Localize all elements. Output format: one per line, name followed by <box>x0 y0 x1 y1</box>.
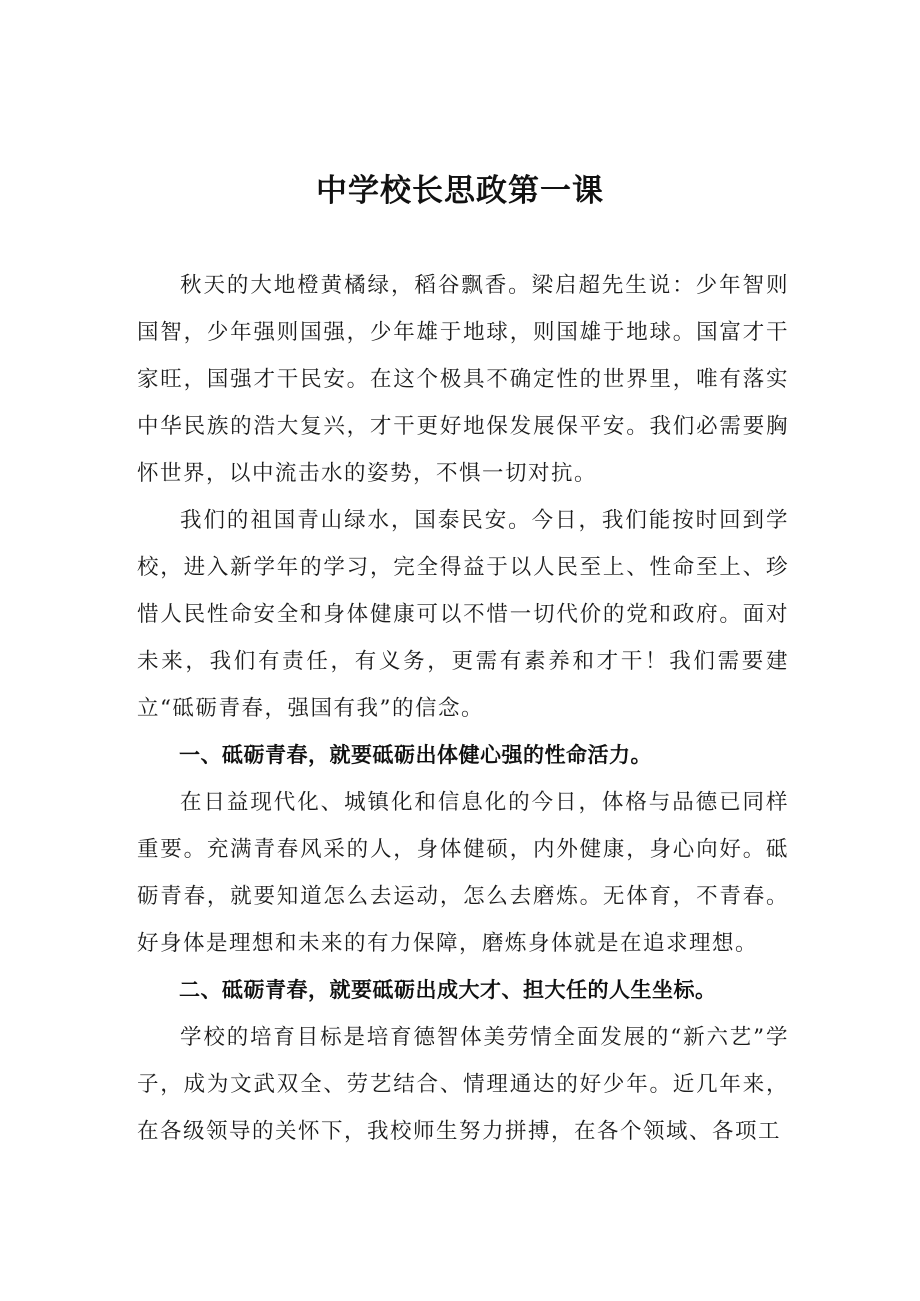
section-heading-2: 二、砥砺青春，就要砥砺出成大才、担大任的人生坐标。 <box>179 978 717 1002</box>
paragraph-health: 在日益现代化、城镇化和信息化的今日，体格与品德已同样重要。充满青春风采的人，身体健硕，内外健康，身心向好。砥砺青春，就要知道怎么去运动，怎么去磨炼。无体育，不青春。好身体是理想和未来的有力保障，磨炼身体就是在追求理想。 <box>137 790 789 956</box>
section-heading-1: 一、砥砺青春，就要砥砺出体健心强的性命活力。 <box>179 743 652 767</box>
paragraph-motherland: 我们的祖国青山绿水，国泰民安。今日，我们能按时回到学校，进入新学年的学习，完全得益于以人民至上、性命至上、珍惜人民性命安全和身体健康可以不惜一切代价的党和政府。面对未来，我们有责任，有义务，更需有素养和才干！我们需要建立“砥砺青春，强国有我”的信念。 <box>137 508 789 721</box>
document-title: 中学校长思政第一课 <box>316 173 604 209</box>
paragraph-intro: 秋天的大地橙黄橘绿，稻谷飘香。梁启超先生说：少年智则国智，少年强则国强，少年雄于地球，则国雄于地球。国富才干家旺，国强才干民安。在这个极具不确定性的世界里，唯有落实中华民族的浩大复兴，才干更好地保发展保平安。我们必需要胸怀世界，以中流击水的姿势，不惧一切对抗。 <box>137 273 789 486</box>
document-body <box>137 262 789 1155</box>
paragraph-school-goal: 学校的培育目标是培育德智体美劳情全面发展的“新六艺”学子，成为文武双全、劳艺结合、情理通达的好少年。近几年来，在各级领导的关怀下，我校师生努力拼搏，在各个领域、各项工 <box>137 1025 789 1144</box>
